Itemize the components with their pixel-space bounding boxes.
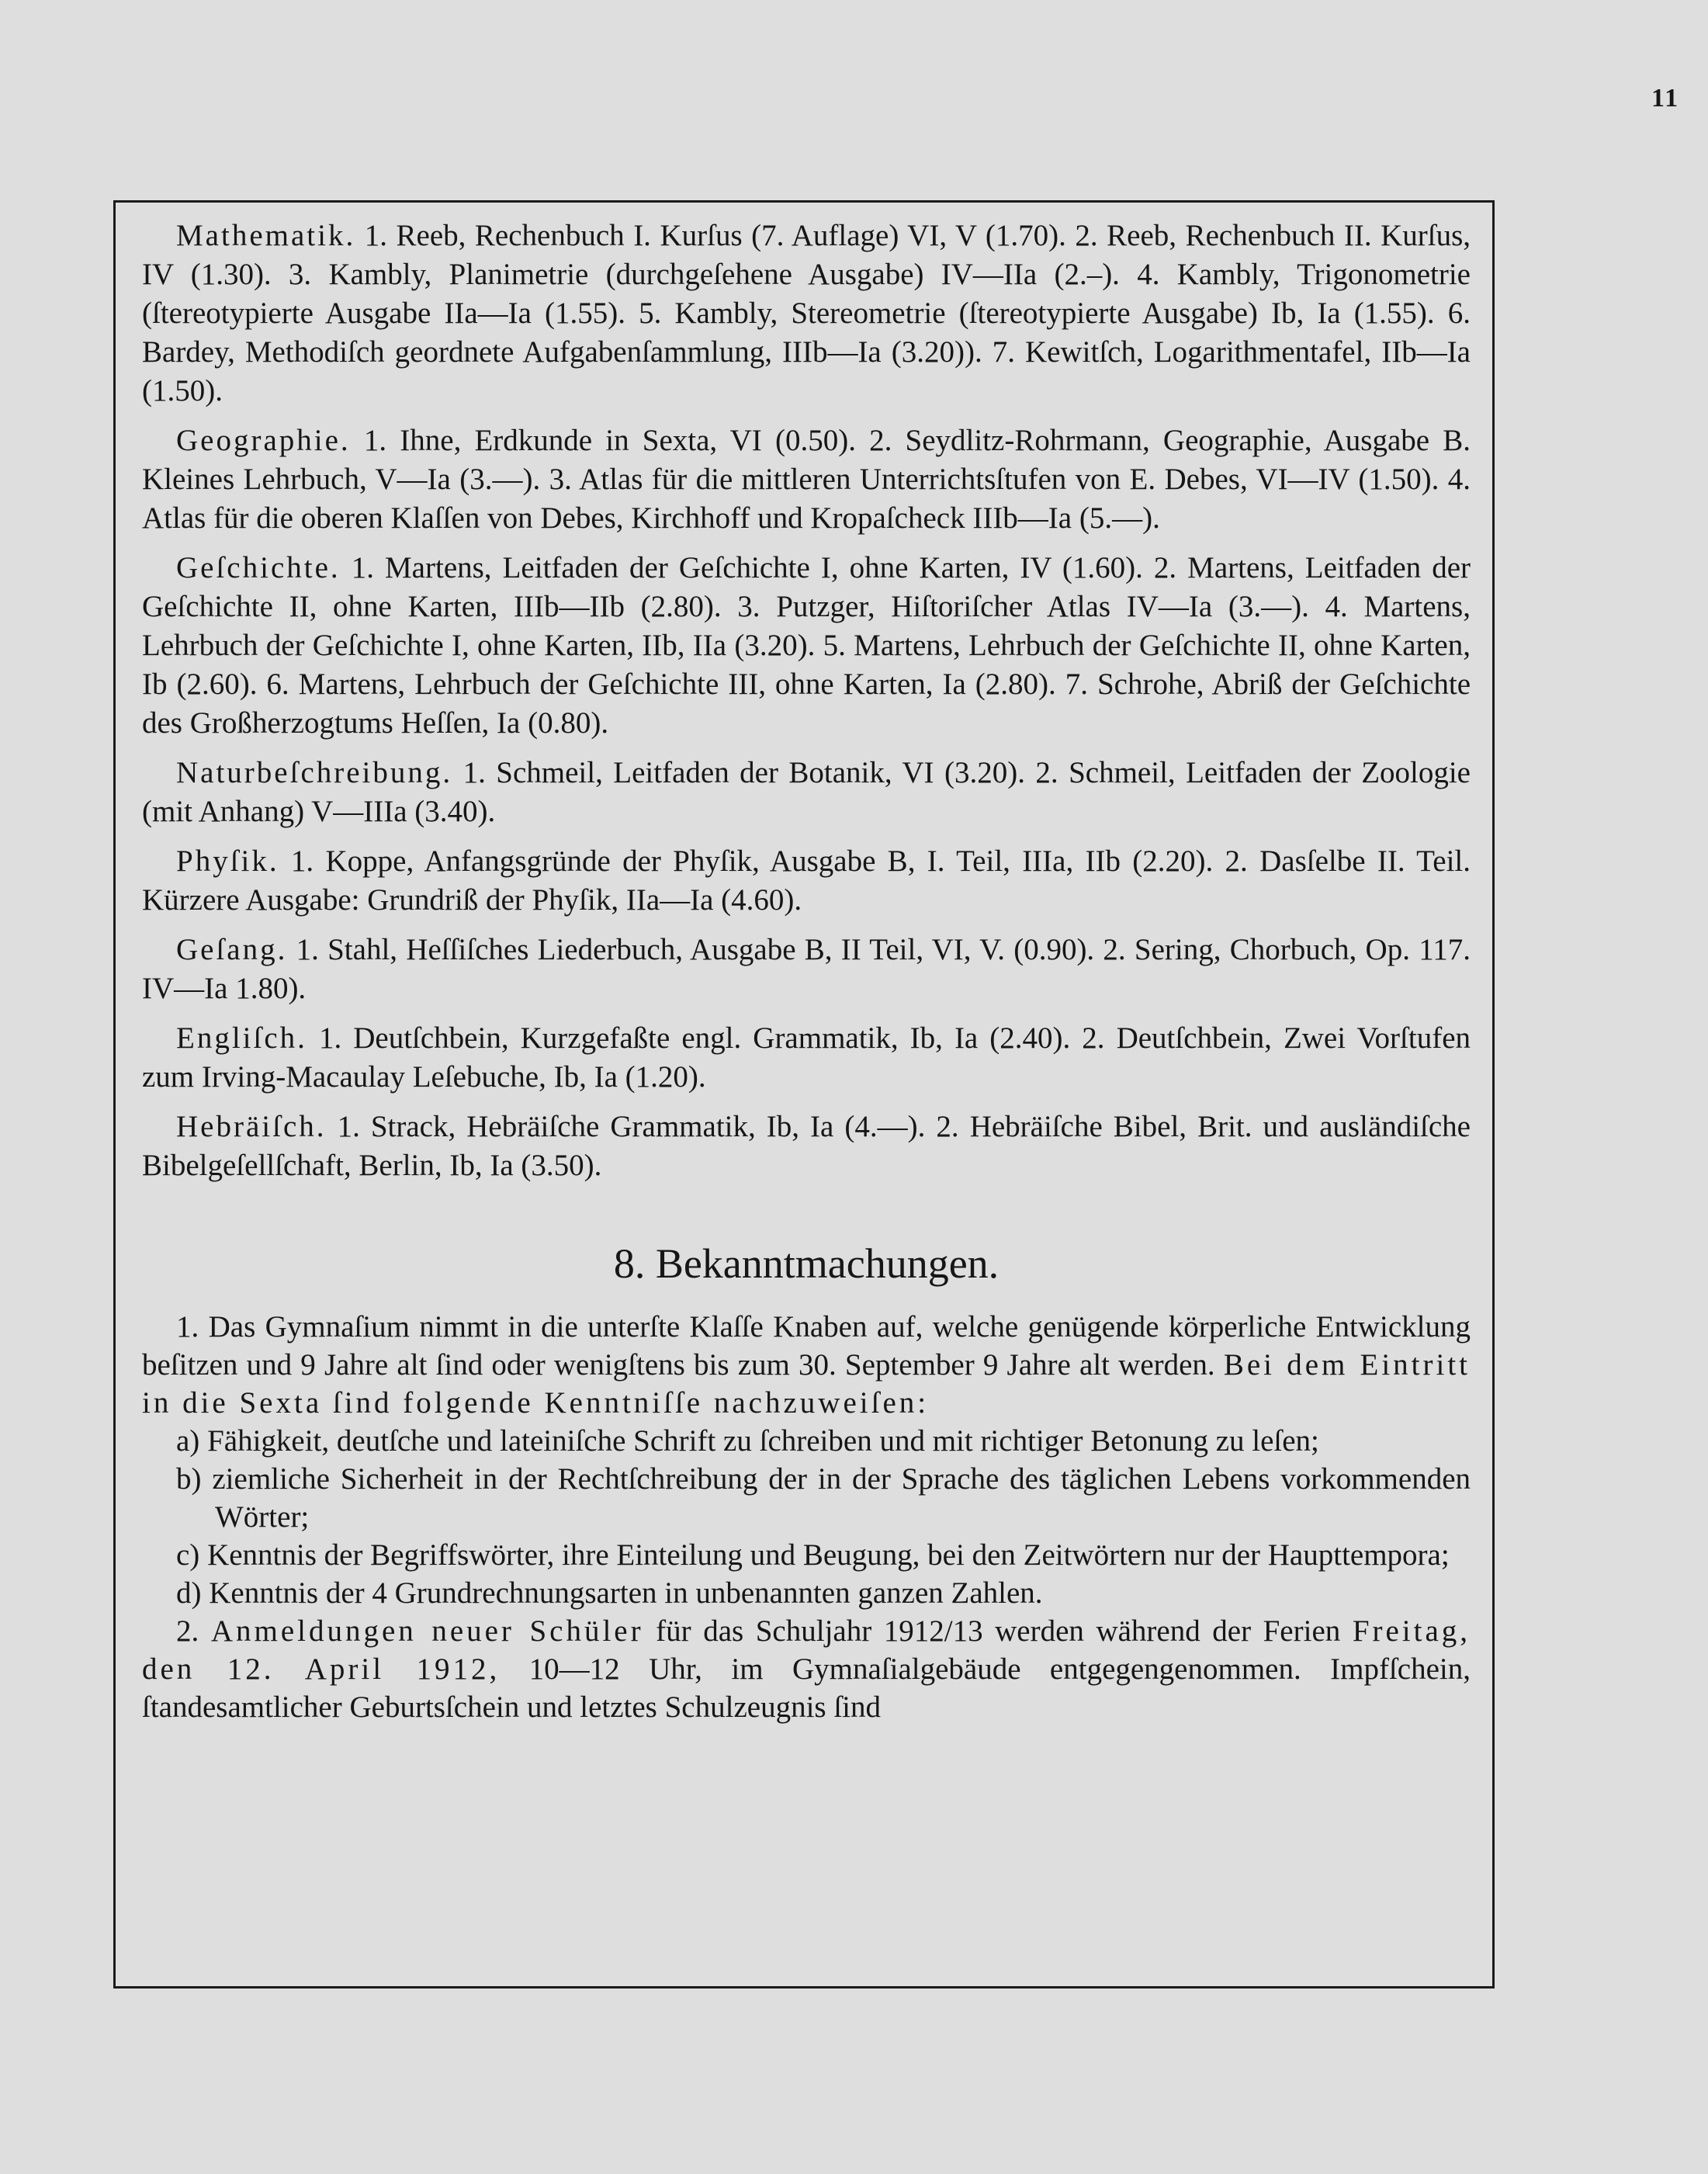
subject-books: 1. Ihne, Erdkunde in Sexta, VI (0.50). 2. Seydlitz-Rohrmann, Geographie, Ausgabe B. Kleines Lehrbuch, V—Ia (3.—). 3. Atlas für die mittleren Unterrichtsſtufen von E. Debes, VI—IV (1.50). 4. Atlas für die oberen Klaſſen von Debes, Kirchhoff und Kropaſcheck IIIb—Ia (5.—). (142, 424, 1471, 535)
subject-books: 1. Koppe, Anfangsgründe der Phyſik, Ausgabe B, I. Teil, IIIa, IIb (2.20). 2. Dasſelbe II. Teil. Kürzere Ausgabe: Grundriß der Phyſik, IIa—Ia (4.60). (142, 844, 1471, 917)
announcement-1 (142, 1308, 1471, 1422)
subject-physik (142, 842, 1471, 920)
list-item (176, 1574, 1471, 1612)
subject-title: Engliſch. (176, 1021, 307, 1055)
list-text: ziemliche Sicherheit in der Rechtſchreibung der in der Sprache des täglichen Lebens vorkommenden Wörter; (212, 1462, 1471, 1534)
announcement-1-lead: 1. Das Gymnaſium nimmt in die unterſte Klaſſe Knaben auf, welche genügende körperliche Entwicklung beſitzen und 9 Jahre alt ſind oder wenigſtens bis zum 30. September 9 Jahre alt werden. (142, 1310, 1471, 1382)
subject-hebraeisch (142, 1108, 1471, 1185)
subject-title: Hebräiſch. (176, 1110, 327, 1143)
announcement-2-number: 2. (176, 1614, 199, 1648)
subject-title: Naturbeſchreibung. (176, 756, 453, 789)
subject-englisch (142, 1019, 1471, 1097)
announcement-2-rest: 10—12 Uhr, im Gymnaſialgebäude entgegengenommen. Impfſchein, ſtandesamtlicher Geburtsſchein und letztes Schulzeugnis ſind (142, 1652, 1471, 1724)
list-text: Fähigkeit, deutſche und lateiniſche Schrift zu ſchreiben und mit richtiger Betonung zu leſen; (207, 1424, 1319, 1458)
list-marker: b) (176, 1462, 202, 1496)
subject-title: Geſchichte. (176, 551, 341, 584)
list-item (176, 1536, 1471, 1574)
page-number: 11 (1651, 84, 1680, 113)
list-item (176, 1460, 1471, 1536)
list-text: Kenntnis der Begriffswörter, ihre Einteilung und Beugung, bei den Zeitwörtern nur der Haupttempora; (207, 1538, 1450, 1572)
announcement-2 (142, 1612, 1471, 1726)
section-heading: 8. Bekanntmachungen. (613, 1240, 1000, 1287)
subject-title: Mathematik. (176, 219, 356, 252)
subject-books: 1. Deutſchbein, Kurzgefaßte engl. Grammatik, Ib, Ia (2.40). 2. Deutſchbein, Zwei Vorſtufen zum Irving-Macaulay Leſebuche, Ib, Ia (1.20). (142, 1021, 1471, 1094)
announcement-2-mid: für das Schuljahr 1912/13 werden während der Ferien (656, 1614, 1341, 1648)
list-item (176, 1422, 1471, 1460)
list-text: Kenntnis der 4 Grundrechnungsarten in unbenannten ganzen Zahlen. (209, 1576, 1043, 1610)
subject-geographie (142, 421, 1471, 538)
subject-books: 1. Schmeil, Leitfaden der Botanik, VI (3.20). 2. Schmeil, Leitfaden der Zoologie (mit Anhang) V—IIIa (3.40). (142, 756, 1471, 828)
content-frame (113, 200, 1495, 1988)
subject-books: 1. Strack, Hebräiſche Grammatik, Ib, Ia (4.—). 2. Hebräiſche Bibel, Brit. und ausländiſche Bibelgeſellſchaft, Berlin, Ib, Ia (3.50). (142, 1110, 1471, 1182)
subject-title: Geſang. (176, 933, 288, 966)
subject-naturbeschreibung (142, 754, 1471, 831)
subject-title: Phyſik. (176, 844, 279, 878)
list-marker: d) (176, 1576, 202, 1610)
subject-gesang (142, 931, 1471, 1008)
announcement-2-date: Freitag, den 12. April 1912, (142, 1614, 1471, 1686)
list-marker: c) (176, 1538, 200, 1572)
subject-mathematik (142, 217, 1471, 411)
subject-title: Geographie. (176, 424, 351, 457)
subject-geschichte (142, 549, 1471, 743)
announcement-2-spaced: Anmeldungen neuer Schüler (210, 1614, 644, 1648)
list-marker: a) (176, 1424, 200, 1458)
subject-books: 1. Reeb, Rechenbuch I. Kurſus (7. Auflage) VI, V (1.70). 2. Reeb, Rechenbuch II. Kurſus, IV (1.30). 3. Kambly, Planimetrie (durchgeſehene Ausgabe) IV—IIa (2.–). 4. Kambly, Trigonometrie (ſtereotypierte Ausgabe IIa—Ia (1.55). 5. Kambly, Stereometrie (ſtereotypierte Ausgabe) Ib, Ia (1.55). 6. Bardey, Methodiſch geordnete Aufgabenſammlung, IIIb—Ia (3.20)). 7. Kewitſch, Logarithmentafel, IIb—Ia (1.50). (142, 219, 1471, 407)
announcement-1-spaced: Bei dem Eintritt in die Sexta ſind folgende Kenntniſſe nachzuweiſen: (142, 1348, 1471, 1420)
subject-books: 1. Stahl, Heſſiſches Liederbuch, Ausgabe B, II Teil, VI, V. (0.90). 2. Sering, Chorbuch, Op. 117. IV—Ia 1.80). (142, 933, 1471, 1005)
subject-books: 1. Martens, Leitfaden der Geſchichte I, ohne Karten, IV (1.60). 2. Martens, Leitfaden der Geſchichte II, ohne Karten, IIIb—IIb (2.80). 3. Putzger, Hiſtoriſcher Atlas IV—Ia (3.—). 4. Martens, Lehrbuch der Geſchichte I, ohne Karten, IIb, IIa (3.20). 5. Martens, Lehrbuch der Geſchichte II, ohne Karten, Ib (2.60). 6. Martens, Lehrbuch der Geſchichte III, ohne Karten, Ia (2.80). 7. Schrohe, Abriß der Geſchichte des Großherzogtums Heſſen, Ia (0.80). (142, 551, 1471, 740)
